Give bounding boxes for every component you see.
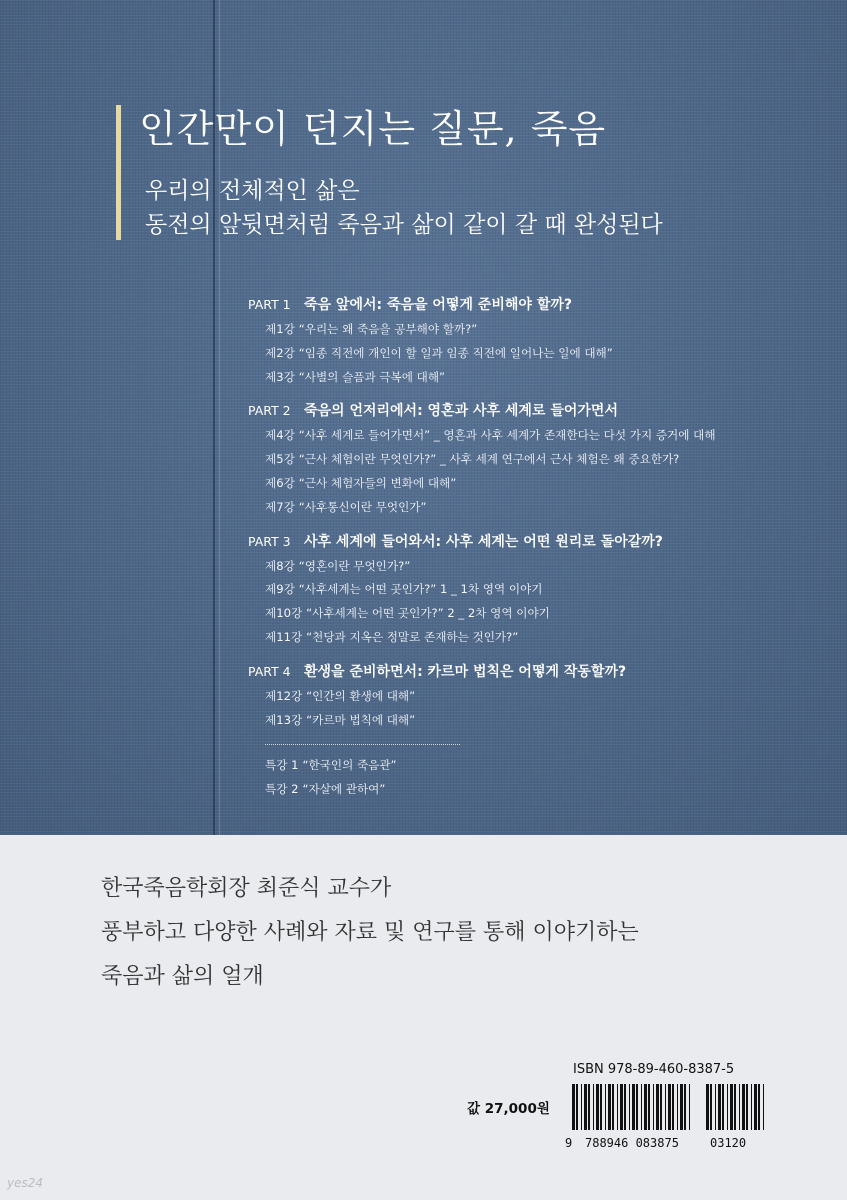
toc-part-label: PART 1 — [248, 297, 291, 312]
toc-lecture-title: “영혼이란 무엇인가?” — [298, 558, 411, 573]
toc-part-heading — [248, 294, 818, 321]
toc-lecture-item — [265, 499, 818, 523]
blurb-line-1: 한국죽음학회장 최준식 교수가 — [101, 876, 392, 901]
barcode-bar — [734, 1084, 736, 1130]
barcode-bar — [648, 1084, 650, 1130]
watermark-logo: yes24 — [7, 1176, 44, 1190]
toc-lecture-title: “우리는 왜 죽음을 공부해야 할까?” — [298, 322, 478, 336]
toc-lecture-title: “천당과 지옥은 정말로 존재하는 것인가?” — [306, 629, 519, 644]
barcode-bar — [689, 1084, 690, 1130]
toc-lecture-item — [265, 321, 818, 345]
toc-lecture-title: “사후세계는 어떤 곳인가?” 2 _ 2차 영역 이야기 — [306, 606, 550, 621]
toc-lecture-number: 제6강 — [265, 475, 295, 490]
toc-special-lecture — [265, 781, 818, 805]
toc-lecture-title: “임종 직전에 개인이 할 일과 임종 직전에 일어나는 일에 대해” — [298, 345, 613, 360]
barcode-bar — [751, 1084, 752, 1130]
toc-special-number: 특강 2 — [265, 782, 299, 797]
toc-part-label: PART 4 — [248, 663, 291, 679]
barcode-bar — [636, 1084, 638, 1130]
toc-lecture-number: 제5강 — [265, 452, 295, 467]
barcode-bar — [763, 1084, 764, 1130]
barcode-bar — [620, 1084, 623, 1130]
cover-subline-1: 우리의 전체적인 삶은 — [145, 178, 360, 204]
barcode-bar — [608, 1084, 611, 1130]
barcode-lead-digit: 9 — [565, 1136, 573, 1150]
toc-part-label: PART 3 — [248, 533, 291, 549]
barcode-bar — [572, 1084, 575, 1130]
toc-lecture-number: 제3강 — [265, 369, 295, 384]
toc-special-number: 특강 1 — [265, 758, 299, 773]
toc-lecture-item — [265, 451, 818, 475]
barcode-bar — [672, 1084, 674, 1130]
barcode-bar — [739, 1084, 740, 1130]
barcode-bar — [715, 1084, 716, 1130]
toc-lecture-number: 제4강 — [265, 428, 295, 443]
toc-lecture-number: 제12강 — [265, 688, 303, 703]
toc-lecture-item — [265, 581, 818, 605]
barcode-bar — [706, 1084, 709, 1130]
barcode-bar — [617, 1084, 618, 1130]
barcode-bar — [668, 1084, 671, 1130]
toc-lecture-title: “근사 체험이란 무엇인가?” _ 사후 세계 연구에서 근사 체험은 왜 중요한가? — [298, 452, 680, 467]
toc-lecture-item — [265, 475, 818, 499]
barcode-bar — [754, 1084, 757, 1130]
toc-lecture-title: “인간의 환생에 대해” — [306, 688, 416, 703]
toc-lecture-title: “근사 체험자들의 변화에 대해” — [298, 475, 457, 490]
toc-part-title: 사후 세계에 들어와서: 사후 세계는 어떤 원리로 돌아갈까? — [304, 533, 663, 550]
toc-part-title: 죽음의 언저리에서: 영혼과 사후 세계로 들어가면서 — [304, 403, 618, 420]
toc-lecture-item — [265, 688, 818, 712]
toc-lecture-title: “사후세계는 어떤 곳인가?” 1 _ 1차 영역 이야기 — [298, 582, 543, 597]
blurb-line-3: 죽음과 삶의 얼개 — [101, 964, 264, 989]
barcode-bar — [722, 1084, 724, 1130]
blurb-line-2: 풍부하고 다양한 사례와 자료 및 연구를 통해 이야기하는 — [101, 920, 639, 945]
barcode-bar — [656, 1084, 659, 1130]
toc-lecture-title: “사후통신이란 무엇인가” — [298, 499, 427, 514]
barcode-bar — [746, 1084, 748, 1130]
barcode-bar — [605, 1084, 606, 1130]
barcode-addon-digits: 03120 — [710, 1136, 747, 1150]
barcode-bar — [742, 1084, 745, 1130]
barcode-addon — [706, 1084, 764, 1130]
toc-part-heading — [248, 531, 818, 558]
toc-lecture-number: 제13강 — [265, 712, 303, 727]
toc-part-label: PART 2 — [248, 403, 291, 419]
barcode-bar — [584, 1084, 587, 1130]
barcode-main — [572, 1084, 694, 1130]
barcode-bar — [653, 1084, 654, 1130]
toc-lecture-number: 제8강 — [265, 558, 295, 573]
toc-special-title: “한국인의 죽음관” — [302, 758, 397, 773]
toc-lecture-title: “사별의 슬픔과 극복에 대해” — [298, 369, 446, 384]
barcode-bar — [644, 1084, 647, 1130]
barcode-bar — [677, 1084, 678, 1130]
toc-part-title: 환생을 준비하면서: 카르마 법칙은 어떻게 작동할까? — [304, 663, 627, 680]
toc-lecture-number: 제2강 — [265, 345, 295, 360]
toc-lecture-number: 제11강 — [265, 629, 303, 644]
barcode-bar — [588, 1084, 590, 1130]
toc-lecture-item — [265, 629, 818, 653]
barcode-bar — [684, 1084, 686, 1130]
barcode-bar — [758, 1084, 760, 1130]
cover-headline: 인간만이 던지는 질문, 죽음 — [139, 107, 607, 151]
barcode-bar — [596, 1084, 599, 1130]
toc-lecture-number: 제10강 — [265, 606, 303, 621]
barcode-bar — [612, 1084, 614, 1130]
barcode-bar — [680, 1084, 683, 1130]
cover-subline-2: 동전의 앞뒷면처럼 죽음과 삶이 같이 갈 때 완성된다 — [145, 212, 663, 238]
barcode-main-digits: 788946 083875 — [585, 1136, 679, 1150]
back-cover-bottom-panel — [0, 835, 847, 1200]
barcode-bar — [624, 1084, 626, 1130]
toc-lecture-item — [265, 345, 818, 369]
barcode-bar — [641, 1084, 642, 1130]
barcode-bar — [718, 1084, 721, 1130]
toc-lecture-number: 제9강 — [265, 582, 295, 597]
toc-lecture-title: “사후 세계로 들어가면서” _ 영혼과 사후 세계가 존재한다는 다섯 가지 증거에 대해 — [298, 428, 716, 443]
barcode-bar — [727, 1084, 728, 1130]
toc-lecture-item — [265, 427, 818, 451]
toc-special-title: “자살에 관하여” — [302, 782, 386, 797]
toc-part-heading — [248, 661, 818, 688]
toc-special-lecture — [265, 757, 818, 781]
toc-divider — [265, 744, 460, 745]
toc-lecture-item — [265, 369, 818, 393]
toc-lecture-number: 제7강 — [265, 499, 295, 514]
accent-bar — [116, 105, 121, 240]
barcode-bar — [600, 1084, 602, 1130]
barcode-bar — [710, 1084, 712, 1130]
toc-lecture-item — [265, 712, 818, 736]
barcode-bar — [632, 1084, 635, 1130]
toc-lecture-title: “카르마 법칙에 대해” — [306, 712, 416, 727]
barcode-bar — [576, 1084, 578, 1130]
barcode-bar — [593, 1084, 594, 1130]
isbn-label: ISBN 978-89-460-8387-5 — [573, 1062, 735, 1077]
table-of-contents — [248, 294, 818, 805]
toc-part-heading — [248, 400, 818, 427]
barcode-bar — [665, 1084, 666, 1130]
toc-lecture-item — [265, 605, 818, 629]
toc-lecture-item — [265, 558, 818, 582]
barcode-bar — [629, 1084, 630, 1130]
toc-part-title: 죽음 앞에서: 죽음을 어떻게 준비해야 할까? — [304, 297, 572, 313]
price-label: 값 27,000원 — [467, 1101, 550, 1117]
toc-lecture-number: 제1강 — [265, 322, 295, 336]
barcode-bar — [730, 1084, 733, 1130]
barcode-bar — [660, 1084, 662, 1130]
barcode-bar — [581, 1084, 582, 1130]
